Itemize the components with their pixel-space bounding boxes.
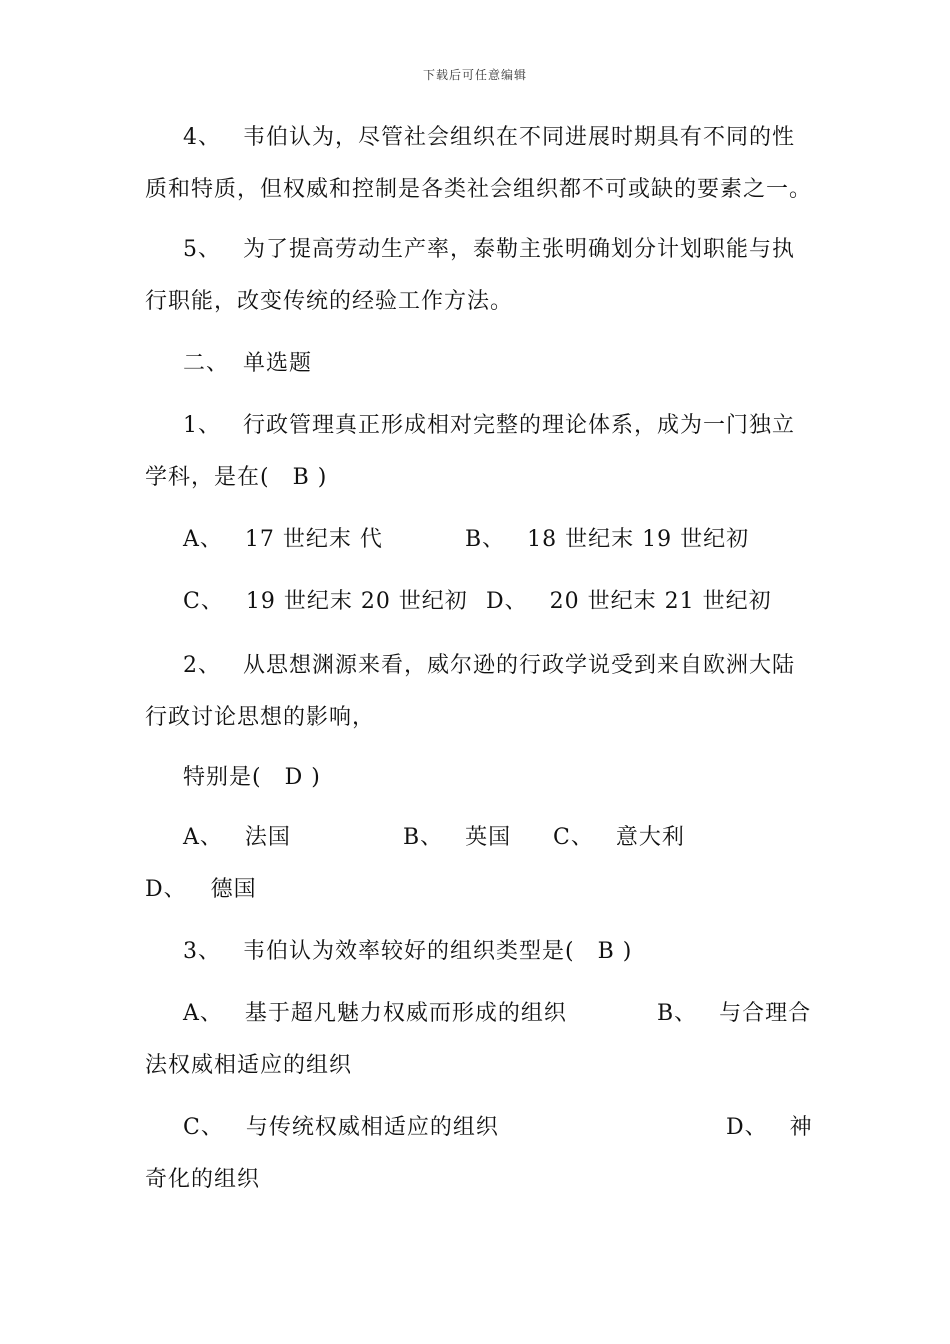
option-d: [486, 588, 772, 616]
option-d-continued: 奇化的组织: [145, 1167, 261, 1192]
section-heading: [183, 350, 312, 378]
question-text: 韦伯认为效率较好的组织类型是( B ): [243, 939, 633, 964]
question-text: 行政管理真正形成相对完整的理论体系，成为一门独立: [243, 413, 796, 438]
question-text: 从思想渊源来看，威尔逊的行政学说受到来自欧洲大陆: [243, 653, 796, 678]
tf-question-5-continued: 行职能，改变传统的经验工作方法。: [145, 289, 514, 314]
mc-question-2-continued-2: 特别是( D ): [183, 765, 321, 790]
option-label: C、: [183, 589, 224, 614]
option-label: A、: [183, 1001, 223, 1026]
section-title: 单选题: [243, 351, 313, 376]
question-text: 为了提高劳动生产率，泰勒主张明确划分计划职能与执: [243, 237, 796, 262]
mc-question-2-continued: 行政讨论思想的影响，: [145, 705, 376, 730]
tf-question-4: [183, 124, 795, 152]
mc-question-1: [183, 412, 795, 440]
option-label: B、: [657, 1001, 698, 1026]
option-text: 18 世纪末 19 世纪初: [527, 527, 750, 552]
option-text: 与合理合: [719, 1001, 812, 1026]
option-label: A、: [183, 825, 223, 850]
question-text: 韦伯认为，尽管社会组织在不同进展时期具有不同的性: [243, 125, 796, 150]
question-number: 1、: [183, 413, 221, 438]
option-text: 与传统权威相适应的组织: [245, 1115, 499, 1140]
question-number: 5、: [183, 237, 221, 262]
question-number: 4、: [183, 125, 221, 150]
option-text: 法国: [244, 825, 291, 850]
option-b: [465, 526, 749, 554]
section-number: 二、: [183, 351, 230, 376]
option-label: D、: [145, 877, 187, 902]
option-text: 基于超凡魅力权威而形成的组织: [244, 1001, 567, 1026]
question-number: 3、: [183, 939, 221, 964]
option-b-continued: 法权威相适应的组织: [145, 1053, 353, 1078]
option-label: D、: [726, 1115, 768, 1140]
mc-question-3: [183, 938, 632, 966]
option-label: B、: [465, 527, 506, 552]
option-text: 19 世纪末 20 世纪初: [245, 589, 468, 614]
option-c: [183, 1114, 499, 1142]
option-text: 英国: [465, 825, 512, 850]
page-header: 下载后可任意编辑: [422, 68, 527, 82]
option-text: 17 世纪末 代: [244, 527, 383, 552]
option-text: 德国: [210, 877, 257, 902]
option-a: [183, 1000, 567, 1028]
tf-question-5: [183, 236, 795, 264]
option-text: 意大利: [615, 825, 685, 850]
option-text: 20 世纪末 21 世纪初: [549, 589, 772, 614]
tf-question-4-continued: 质和特质，但权威和控制是各类社会组织都不可或缺的要素之一。: [145, 177, 813, 202]
option-text: 神: [789, 1115, 813, 1140]
option-d: [726, 1114, 813, 1142]
option-label: D、: [486, 589, 528, 614]
option-a: [183, 824, 291, 852]
question-number: 2、: [183, 653, 221, 678]
option-b: [403, 824, 511, 852]
option-label: B、: [403, 825, 444, 850]
option-a: [183, 526, 383, 554]
option-label: A、: [183, 527, 223, 552]
mc-question-2: [183, 652, 795, 680]
option-label: C、: [183, 1115, 224, 1140]
option-c: [553, 824, 685, 852]
option-b: [657, 1000, 811, 1028]
option-label: C、: [553, 825, 594, 850]
option-d: [145, 876, 257, 904]
option-c: [183, 588, 468, 616]
mc-question-1-continued: 学科，是在( B ): [145, 465, 328, 490]
